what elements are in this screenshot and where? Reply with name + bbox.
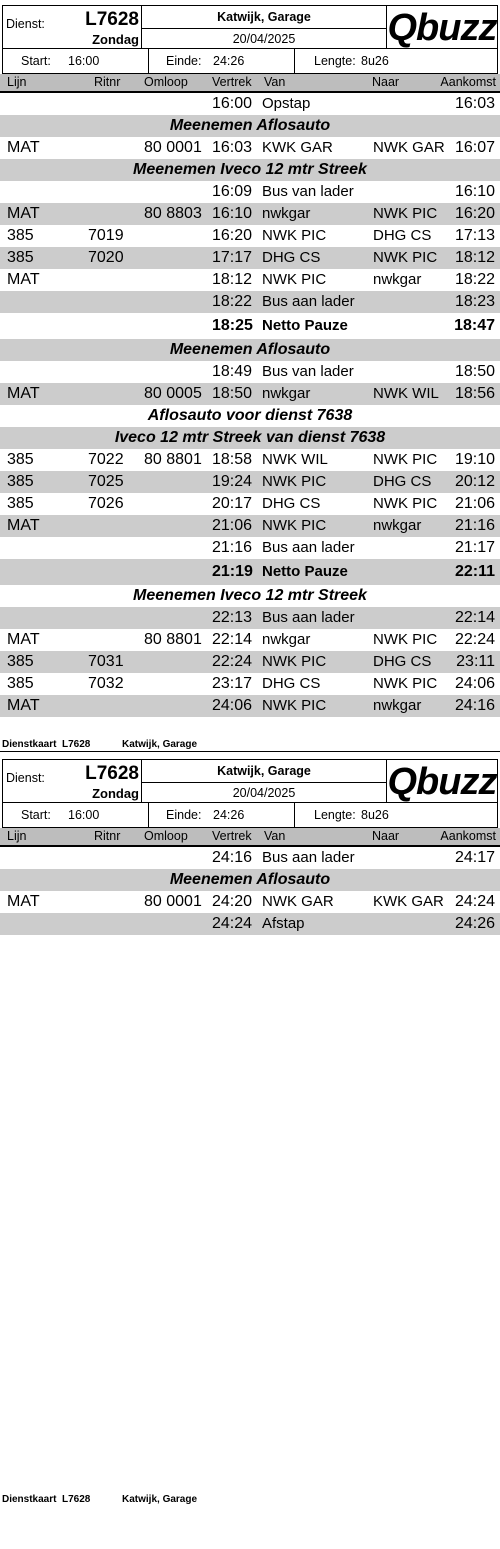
- section-heading: Iveco 12 mtr Streek van dienst 7638: [0, 427, 500, 449]
- einde-value: 24:26: [213, 54, 245, 68]
- trip-row: [0, 629, 500, 651]
- trip-list: [0, 93, 500, 717]
- location-box: [141, 759, 387, 803]
- cell-aankomst: 18:22: [454, 271, 495, 288]
- cell-omloop: 80 8801: [144, 451, 202, 468]
- qbuzz-logo: Qbuzz: [387, 7, 497, 49]
- cell-naar: NWK GAR: [373, 139, 445, 156]
- trip-row: [0, 493, 500, 515]
- cell-van: Afstap: [262, 915, 305, 932]
- cell-aankomst: 16:03: [454, 95, 495, 112]
- cell-aankomst: 18:56: [454, 385, 495, 402]
- start-value: 16:00: [68, 808, 100, 822]
- trip-row: [0, 269, 500, 291]
- cell-van: NWK PIC: [262, 697, 327, 714]
- cell-vertrek: 22:24: [212, 653, 253, 670]
- cell-vertrek: 18:22: [212, 293, 253, 310]
- dienst-box: [2, 759, 142, 803]
- cell-vertrek: 16:03: [212, 139, 253, 156]
- trip-row: [0, 361, 500, 383]
- cell-ritnr: 7019: [88, 227, 124, 244]
- cell-van: nwkgar: [262, 385, 311, 402]
- footer-location: Katwijk, Garage: [122, 1494, 198, 1505]
- cell-lijn: 385: [7, 653, 34, 670]
- cell-vertrek: 17:17: [212, 249, 253, 266]
- cell-ritnr: 7031: [88, 653, 124, 670]
- cell-ritnr: 7032: [88, 675, 124, 692]
- cell-aankomst: 16:07: [454, 139, 495, 156]
- cell-omloop: 80 0001: [144, 139, 202, 156]
- lengte-value: 8u26: [361, 808, 389, 822]
- cell-lijn: 385: [7, 249, 34, 266]
- trip-row: [0, 449, 500, 471]
- trip-row: [0, 607, 500, 629]
- page-separator: [0, 751, 500, 752]
- cell-van: Netto Pauze: [262, 563, 348, 580]
- cell-ritnr: 7025: [88, 473, 124, 490]
- cell-omloop: 80 0005: [144, 385, 202, 402]
- cell-van: DHG CS: [262, 675, 321, 692]
- cell-aankomst: 24:26: [454, 915, 495, 932]
- cell-van: Bus aan lader: [262, 293, 355, 310]
- divider: [142, 782, 386, 783]
- cell-naar: nwkgar: [373, 697, 422, 714]
- cell-lijn: MAT: [7, 271, 40, 288]
- cell-naar: NWK WIL: [373, 385, 439, 402]
- trip-row: [0, 537, 500, 559]
- section-heading: Meenemen Aflosauto: [0, 339, 500, 361]
- trip-row: [0, 695, 500, 717]
- cell-van: NWK PIC: [262, 473, 327, 490]
- cell-naar: NWK PIC: [373, 631, 438, 648]
- cell-aankomst: 18:23: [454, 293, 495, 310]
- section-heading: Meenemen Aflosauto: [0, 115, 500, 137]
- cell-van: nwkgar: [262, 631, 311, 648]
- service-date: 20/04/2025: [232, 786, 296, 800]
- cell-van: NWK PIC: [262, 227, 327, 244]
- cell-aankomst: 22:14: [454, 609, 495, 626]
- start-label: Start:: [21, 54, 51, 68]
- trip-row: [0, 847, 500, 869]
- cell-van: Bus van lader: [262, 183, 354, 200]
- trip-row: [0, 673, 500, 695]
- trip-row: [0, 247, 500, 269]
- cell-vertrek: 18:58: [212, 451, 253, 468]
- cell-vertrek: 18:12: [212, 271, 253, 288]
- lengte-box: [294, 48, 498, 74]
- cell-ritnr: 7022: [88, 451, 124, 468]
- page-footer: [2, 1494, 198, 1549]
- section-heading: Meenemen Aflosauto: [0, 869, 500, 891]
- lengte-label: Lengte:: [314, 54, 356, 68]
- cell-van: DHG CS: [262, 249, 321, 266]
- section-heading: Aflosauto voor dienst 7638: [147, 407, 353, 424]
- cell-lijn: 385: [7, 675, 34, 692]
- cell-aankomst: 22:24: [454, 631, 495, 648]
- col-naar: Naar: [372, 829, 400, 843]
- cell-lijn: MAT: [7, 697, 40, 714]
- trip-row: [0, 471, 500, 493]
- cell-vertrek: 24:06: [212, 697, 253, 714]
- cell-lijn: MAT: [7, 631, 40, 648]
- cell-van: Bus aan lader: [262, 849, 355, 866]
- cell-van: Opstap: [262, 95, 311, 112]
- trip-row: [0, 383, 500, 405]
- dienst-label: Dienst:: [6, 17, 45, 31]
- trip-list: [0, 847, 500, 935]
- cell-aankomst: 21:06: [454, 495, 495, 512]
- dienst-label: Dienst:: [6, 771, 45, 785]
- cell-aankomst: 22:11: [454, 563, 495, 580]
- day-label: Zondag: [92, 786, 139, 801]
- cell-aankomst: 21:16: [454, 517, 495, 534]
- cell-lijn: MAT: [7, 517, 40, 534]
- footer-location: Katwijk, Garage: [122, 739, 198, 750]
- cell-vertrek: 21:16: [212, 539, 253, 556]
- day-label: Zondag: [92, 32, 139, 47]
- col-aankomst: Aankomst: [440, 75, 496, 89]
- cell-aankomst: 21:17: [454, 539, 495, 556]
- col-vertrek: Vertrek: [212, 829, 252, 843]
- cell-vertrek: 18:25: [212, 317, 253, 334]
- col-lijn: Lijn: [7, 829, 27, 843]
- col-omloop: Omloop: [144, 75, 188, 89]
- cell-vertrek: 20:17: [212, 495, 253, 512]
- cell-lijn: 385: [7, 495, 34, 512]
- cell-van: Netto Pauze: [262, 317, 348, 334]
- cell-naar: NWK PIC: [373, 451, 438, 468]
- page-header: [2, 5, 498, 74]
- cell-naar: NWK PIC: [373, 205, 438, 222]
- lengte-label: Lengte:: [314, 808, 356, 822]
- pause-row: [0, 313, 500, 339]
- cell-ritnr: 7020: [88, 249, 124, 266]
- section-heading: Meenemen Iveco 12 mtr Streek: [133, 587, 367, 604]
- cell-vertrek: 21:06: [212, 517, 253, 534]
- location-box: [141, 5, 387, 49]
- dienst-code: L7628: [85, 9, 139, 30]
- cell-aankomst: 23:11: [456, 653, 495, 670]
- trip-row: [0, 225, 500, 247]
- trip-row: [0, 515, 500, 537]
- cell-naar: NWK PIC: [373, 495, 438, 512]
- cell-vertrek: 24:20: [212, 893, 253, 910]
- start-box: [2, 802, 149, 828]
- cell-aankomst: 24:24: [454, 893, 495, 910]
- cell-lijn: 385: [7, 451, 34, 468]
- footer-code: L7628: [62, 1494, 91, 1505]
- location-name: Katwijk, Garage: [217, 764, 311, 778]
- cell-vertrek: 16:00: [212, 95, 253, 112]
- footer-kaart: Dienstkaart: [2, 1494, 57, 1505]
- cell-aankomst: 19:10: [454, 451, 495, 468]
- cell-naar: nwkgar: [373, 271, 422, 288]
- cell-vertrek: 21:19: [212, 563, 253, 580]
- trip-row: [0, 137, 500, 159]
- cell-van: NWK PIC: [262, 653, 327, 670]
- cell-van: KWK GAR: [262, 139, 333, 156]
- cell-lijn: MAT: [7, 385, 40, 402]
- footer-code: L7628: [62, 739, 91, 750]
- cell-vertrek: 18:50: [212, 385, 253, 402]
- dienstkaart-page-1: [0, 0, 500, 752]
- cell-lijn: MAT: [7, 893, 40, 910]
- cell-aankomst: 18:47: [454, 317, 495, 334]
- cell-naar: nwkgar: [373, 517, 422, 534]
- section-heading: Meenemen Iveco 12 mtr Streek: [0, 159, 500, 181]
- trip-row: [0, 203, 500, 225]
- cell-aankomst: 18:12: [454, 249, 495, 266]
- cell-aankomst: 16:10: [454, 183, 495, 200]
- divider: [142, 28, 386, 29]
- cell-aankomst: 24:06: [454, 675, 495, 692]
- cell-van: Bus van lader: [262, 363, 354, 380]
- cell-omloop: 80 8803: [144, 205, 202, 222]
- cell-omloop: 80 8801: [144, 631, 202, 648]
- cell-van: NWK PIC: [262, 271, 327, 288]
- cell-aankomst: 17:13: [454, 227, 495, 244]
- cell-vertrek: 16:10: [212, 205, 253, 222]
- col-vertrek: Vertrek: [212, 75, 252, 89]
- cell-aankomst: 18:50: [454, 363, 495, 380]
- col-naar: Naar: [372, 75, 400, 89]
- cell-vertrek: 22:13: [212, 609, 253, 626]
- column-header: [0, 828, 500, 847]
- page-header: [2, 759, 498, 828]
- lengte-box: [294, 802, 498, 828]
- cell-van: NWK PIC: [262, 517, 327, 534]
- col-omloop: Omloop: [144, 829, 188, 843]
- einde-box: [148, 802, 295, 828]
- trip-row: [0, 891, 500, 913]
- cell-van: Bus aan lader: [262, 539, 355, 556]
- cell-ritnr: 7026: [88, 495, 124, 512]
- cell-vertrek: 18:49: [212, 363, 253, 380]
- einde-label: Einde:: [166, 54, 202, 68]
- cell-aankomst: 16:20: [454, 205, 495, 222]
- cell-naar: NWK PIC: [373, 675, 438, 692]
- trip-row: [0, 181, 500, 203]
- cell-vertrek: 16:09: [212, 183, 253, 200]
- cell-van: Bus aan lader: [262, 609, 355, 626]
- service-date: 20/04/2025: [232, 32, 296, 46]
- cell-naar: KWK GAR: [373, 893, 444, 910]
- qbuzz-logo: Qbuzz: [387, 761, 497, 803]
- cell-naar: DHG CS: [373, 227, 432, 244]
- cell-vertrek: 24:16: [212, 849, 253, 866]
- trip-row: [0, 651, 500, 673]
- trip-row: [0, 93, 500, 115]
- start-label: Start:: [21, 808, 51, 822]
- cell-naar: DHG CS: [373, 473, 432, 490]
- einde-box: [148, 48, 295, 74]
- dienstkaart-page-2: [0, 754, 500, 1512]
- footer-kaart: Dienstkaart: [2, 739, 57, 750]
- pause-row: [0, 559, 500, 585]
- dienst-box: [2, 5, 142, 49]
- cell-van: nwkgar: [262, 205, 311, 222]
- location-name: Katwijk, Garage: [217, 10, 311, 24]
- logo-box: [386, 5, 498, 49]
- cell-vertrek: 22:14: [212, 631, 253, 648]
- cell-vertrek: 23:17: [212, 675, 253, 692]
- cell-van: NWK GAR: [262, 893, 334, 910]
- cell-vertrek: 16:20: [212, 227, 253, 244]
- cell-lijn: 385: [7, 473, 34, 490]
- cell-aankomst: 24:16: [454, 697, 495, 714]
- cell-lijn: MAT: [7, 205, 40, 222]
- start-value: 16:00: [68, 54, 100, 68]
- cell-omloop: 80 0001: [144, 893, 202, 910]
- trip-row: [0, 291, 500, 313]
- dienst-code: L7628: [85, 763, 139, 784]
- cell-naar: NWK PIC: [373, 249, 438, 266]
- cell-naar: DHG CS: [373, 653, 432, 670]
- einde-label: Einde:: [166, 808, 202, 822]
- logo-box: [386, 759, 498, 803]
- cell-van: DHG CS: [262, 495, 321, 512]
- col-ritnr: Ritnr: [94, 75, 121, 89]
- start-box: [2, 48, 149, 74]
- col-van: Van: [264, 75, 286, 89]
- cell-aankomst: 24:17: [454, 849, 495, 866]
- col-ritnr: Ritnr: [94, 829, 121, 843]
- col-lijn: Lijn: [7, 75, 27, 89]
- einde-value: 24:26: [213, 808, 245, 822]
- cell-aankomst: 20:12: [454, 473, 495, 490]
- cell-lijn: MAT: [7, 139, 40, 156]
- lengte-value: 8u26: [361, 54, 389, 68]
- cell-vertrek: 19:24: [212, 473, 253, 490]
- col-van: Van: [264, 829, 286, 843]
- cell-van: NWK WIL: [262, 451, 328, 468]
- cell-vertrek: 24:24: [212, 915, 253, 932]
- col-aankomst: Aankomst: [440, 829, 496, 843]
- column-header: [0, 74, 500, 93]
- trip-row: [0, 913, 500, 935]
- cell-lijn: 385: [7, 227, 34, 244]
